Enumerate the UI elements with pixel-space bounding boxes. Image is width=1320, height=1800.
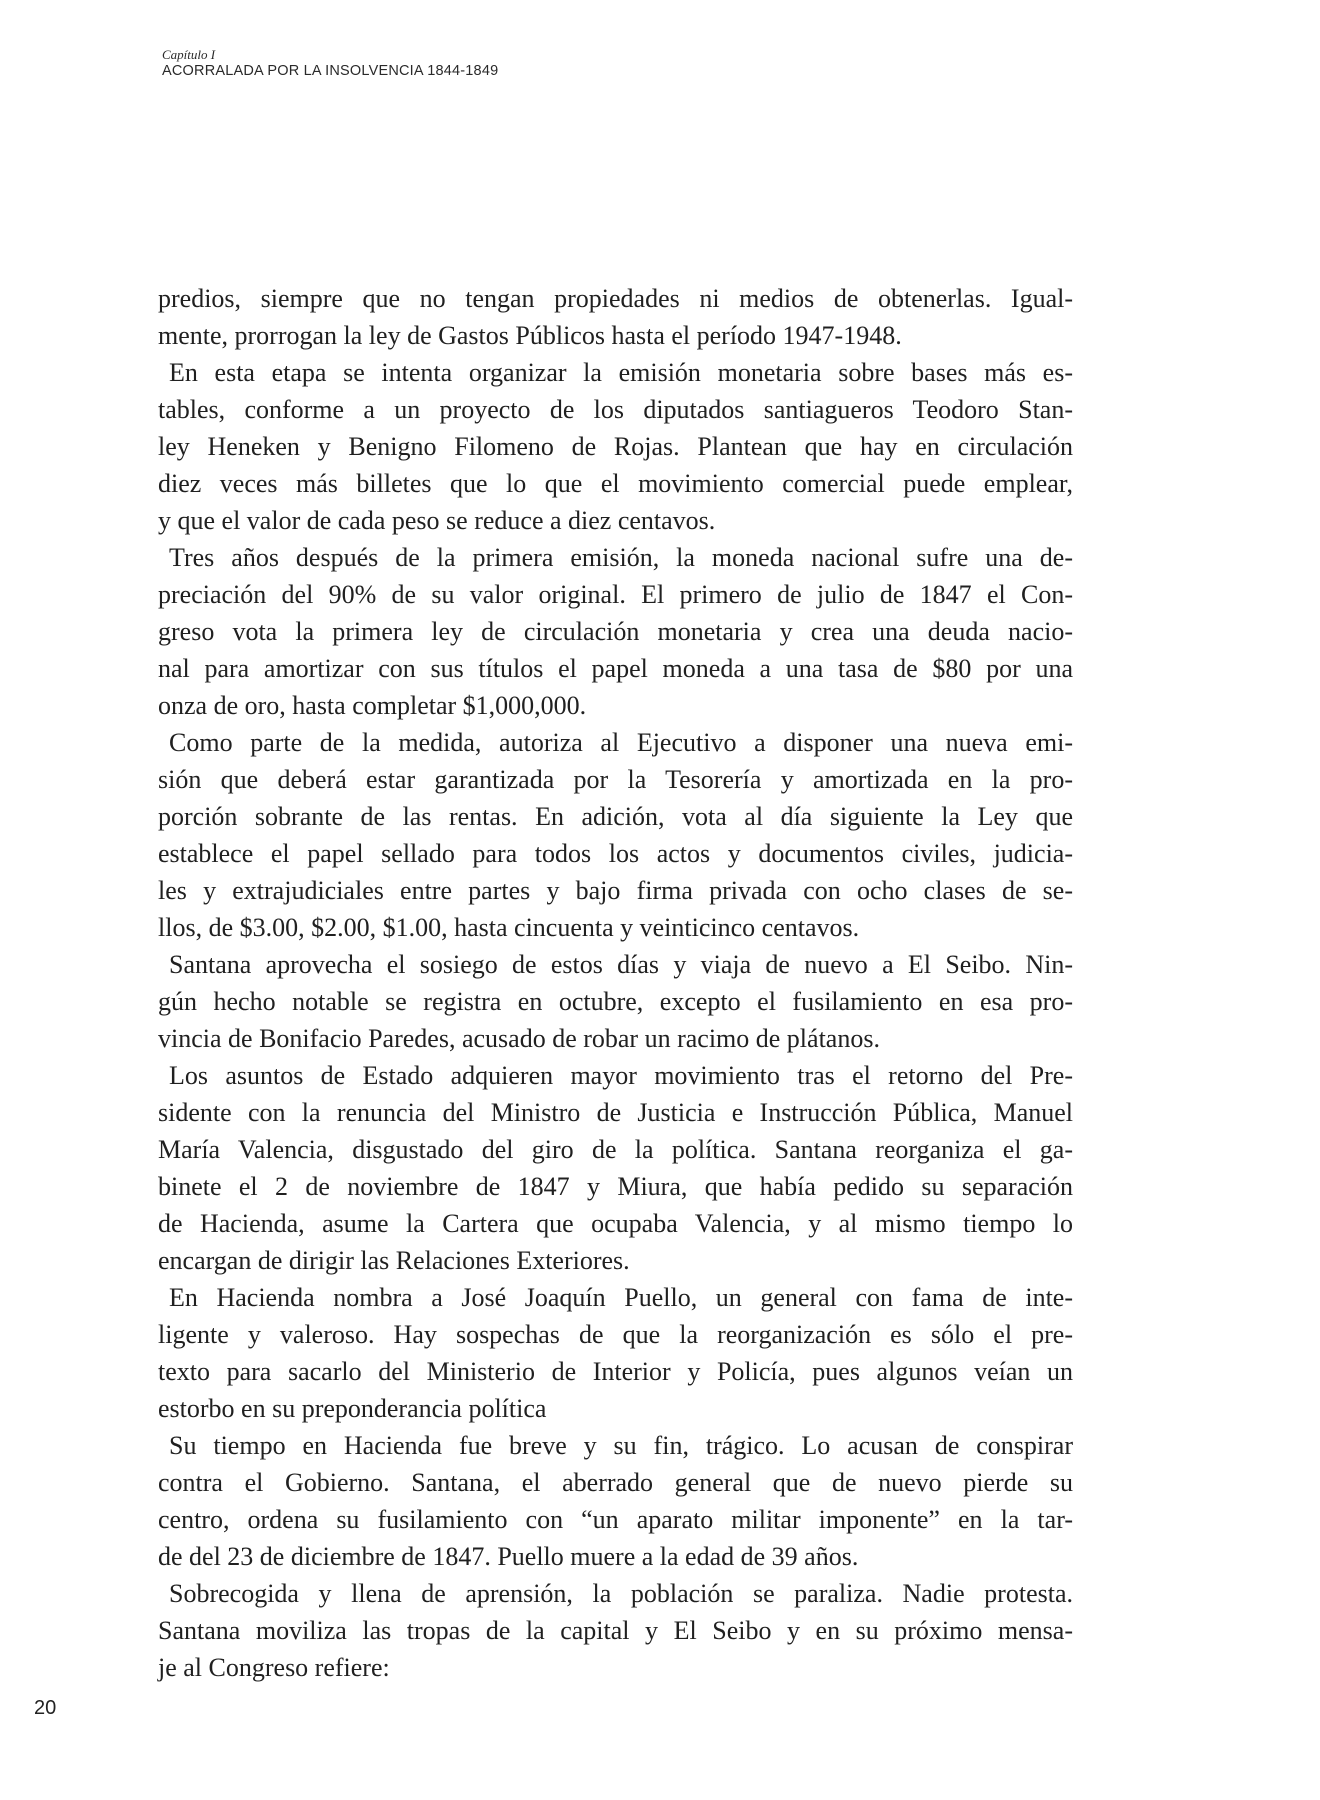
text-line: Los asuntos de Estado adquieren mayor movimiento tras el retorno del Pre- <box>169 1061 1073 1090</box>
text-line: En Hacienda nombra a José Joaquín Puello, un general con fama de inte- <box>169 1283 1073 1312</box>
text-line: Como parte de la medida, autoriza al Ejecutivo a disponer una nueva emi- <box>169 728 1073 757</box>
text-line: establece el papel sellado para todos los actos y documentos civiles, judicia- <box>158 839 1073 868</box>
text-line: porción sobrante de las rentas. En adición, vota al día siguiente la Ley que <box>158 802 1073 831</box>
text-line: María Valencia, disgustado del giro de la política. Santana reorganiza el ga- <box>158 1135 1073 1164</box>
text-line: contra el Gobierno. Santana, el aberrado general que de nuevo pierde su <box>158 1468 1073 1497</box>
text-line: ligente y valeroso. Hay sospechas de que la reorganización es sólo el pre- <box>158 1320 1073 1349</box>
text-line: predios, siempre que no tengan propiedades ni medios de obtenerlas. Igual- <box>158 284 1073 313</box>
chapter-label: Capítulo I <box>162 47 216 62</box>
text-line: gún hecho notable se registra en octubre, excepto el fusilamiento en esa pro- <box>158 987 1073 1016</box>
text-line: sidente con la renuncia del Ministro de Justicia e Instrucción Pública, Manuel <box>158 1098 1073 1127</box>
text-line: de del 23 de diciembre de 1847. Puello muere a la edad de 39 años. <box>158 1542 859 1571</box>
text-line: vincia de Bonifacio Paredes, acusado de robar un racimo de plátanos. <box>158 1024 880 1053</box>
text-line: centro, ordena su fusilamiento con “un aparato militar imponente” en la tar- <box>158 1505 1073 1534</box>
text-line: preciación del 90% de su valor original. El primero de julio de 1847 el Con- <box>158 580 1073 609</box>
text-line: greso vota la primera ley de circulación monetaria y crea una deuda nacio- <box>158 617 1073 646</box>
text-line: tables, conforme a un proyecto de los diputados santiagueros Teodoro Stan- <box>158 395 1073 424</box>
running-header <box>162 47 498 80</box>
text-line: estorbo en su preponderancia política <box>158 1394 547 1423</box>
text-line: les y extrajudiciales entre partes y bajo firma privada con ocho clases de se- <box>158 876 1073 905</box>
body-text <box>158 280 1073 1686</box>
page-number: 20 <box>34 1697 57 1719</box>
text-line: texto para sacarlo del Ministerio de Interior y Policía, pues algunos veían un <box>158 1357 1073 1386</box>
text-line: En esta etapa se intenta organizar la emisión monetaria sobre bases más es- <box>169 358 1073 387</box>
text-line: mente, prorrogan la ley de Gastos Públicos hasta el período 1947-1948. <box>158 321 902 350</box>
text-line: llos, de $3.00, $2.00, $1.00, hasta cincuenta y veinticinco centavos. <box>158 913 860 942</box>
text-line: y que el valor de cada peso se reduce a diez centavos. <box>158 506 716 535</box>
text-line: binete el 2 de noviembre de 1847 y Miura, que había pedido su separación <box>158 1172 1073 1201</box>
text-line: Tres años después de la primera emisión, la moneda nacional sufre una de- <box>169 543 1073 572</box>
text-line: Santana moviliza las tropas de la capital y El Seibo y en su próximo mensa- <box>158 1616 1073 1645</box>
text-line: Su tiempo en Hacienda fue breve y su fin, trágico. Lo acusan de conspirar <box>169 1431 1073 1460</box>
text-line: ley Heneken y Benigno Filomeno de Rojas. Plantean que hay en circulación <box>158 432 1073 461</box>
text-line: encargan de dirigir las Relaciones Exteriores. <box>158 1246 630 1275</box>
text-line: diez veces más billetes que lo que el movimiento comercial puede emplear, <box>158 469 1073 498</box>
text-line: onza de oro, hasta completar $1,000,000. <box>158 691 587 720</box>
text-line: Santana aprovecha el sosiego de estos días y viaja de nuevo a El Seibo. Nin- <box>169 950 1073 979</box>
text-line: je al Congreso refiere: <box>158 1653 390 1682</box>
text-line: Sobrecogida y llena de aprensión, la población se paraliza. Nadie protesta. <box>169 1579 1073 1608</box>
text-line: sión que deberá estar garantizada por la Tesorería y amortizada en la pro- <box>158 765 1073 794</box>
text-line: de Hacienda, asume la Cartera que ocupaba Valencia, y al mismo tiempo lo <box>158 1209 1073 1238</box>
text-line: nal para amortizar con sus títulos el papel moneda a una tasa de $80 por una <box>158 654 1073 683</box>
chapter-title: ACORRALADA POR LA INSOLVENCIA 1844-1849 <box>162 63 499 79</box>
